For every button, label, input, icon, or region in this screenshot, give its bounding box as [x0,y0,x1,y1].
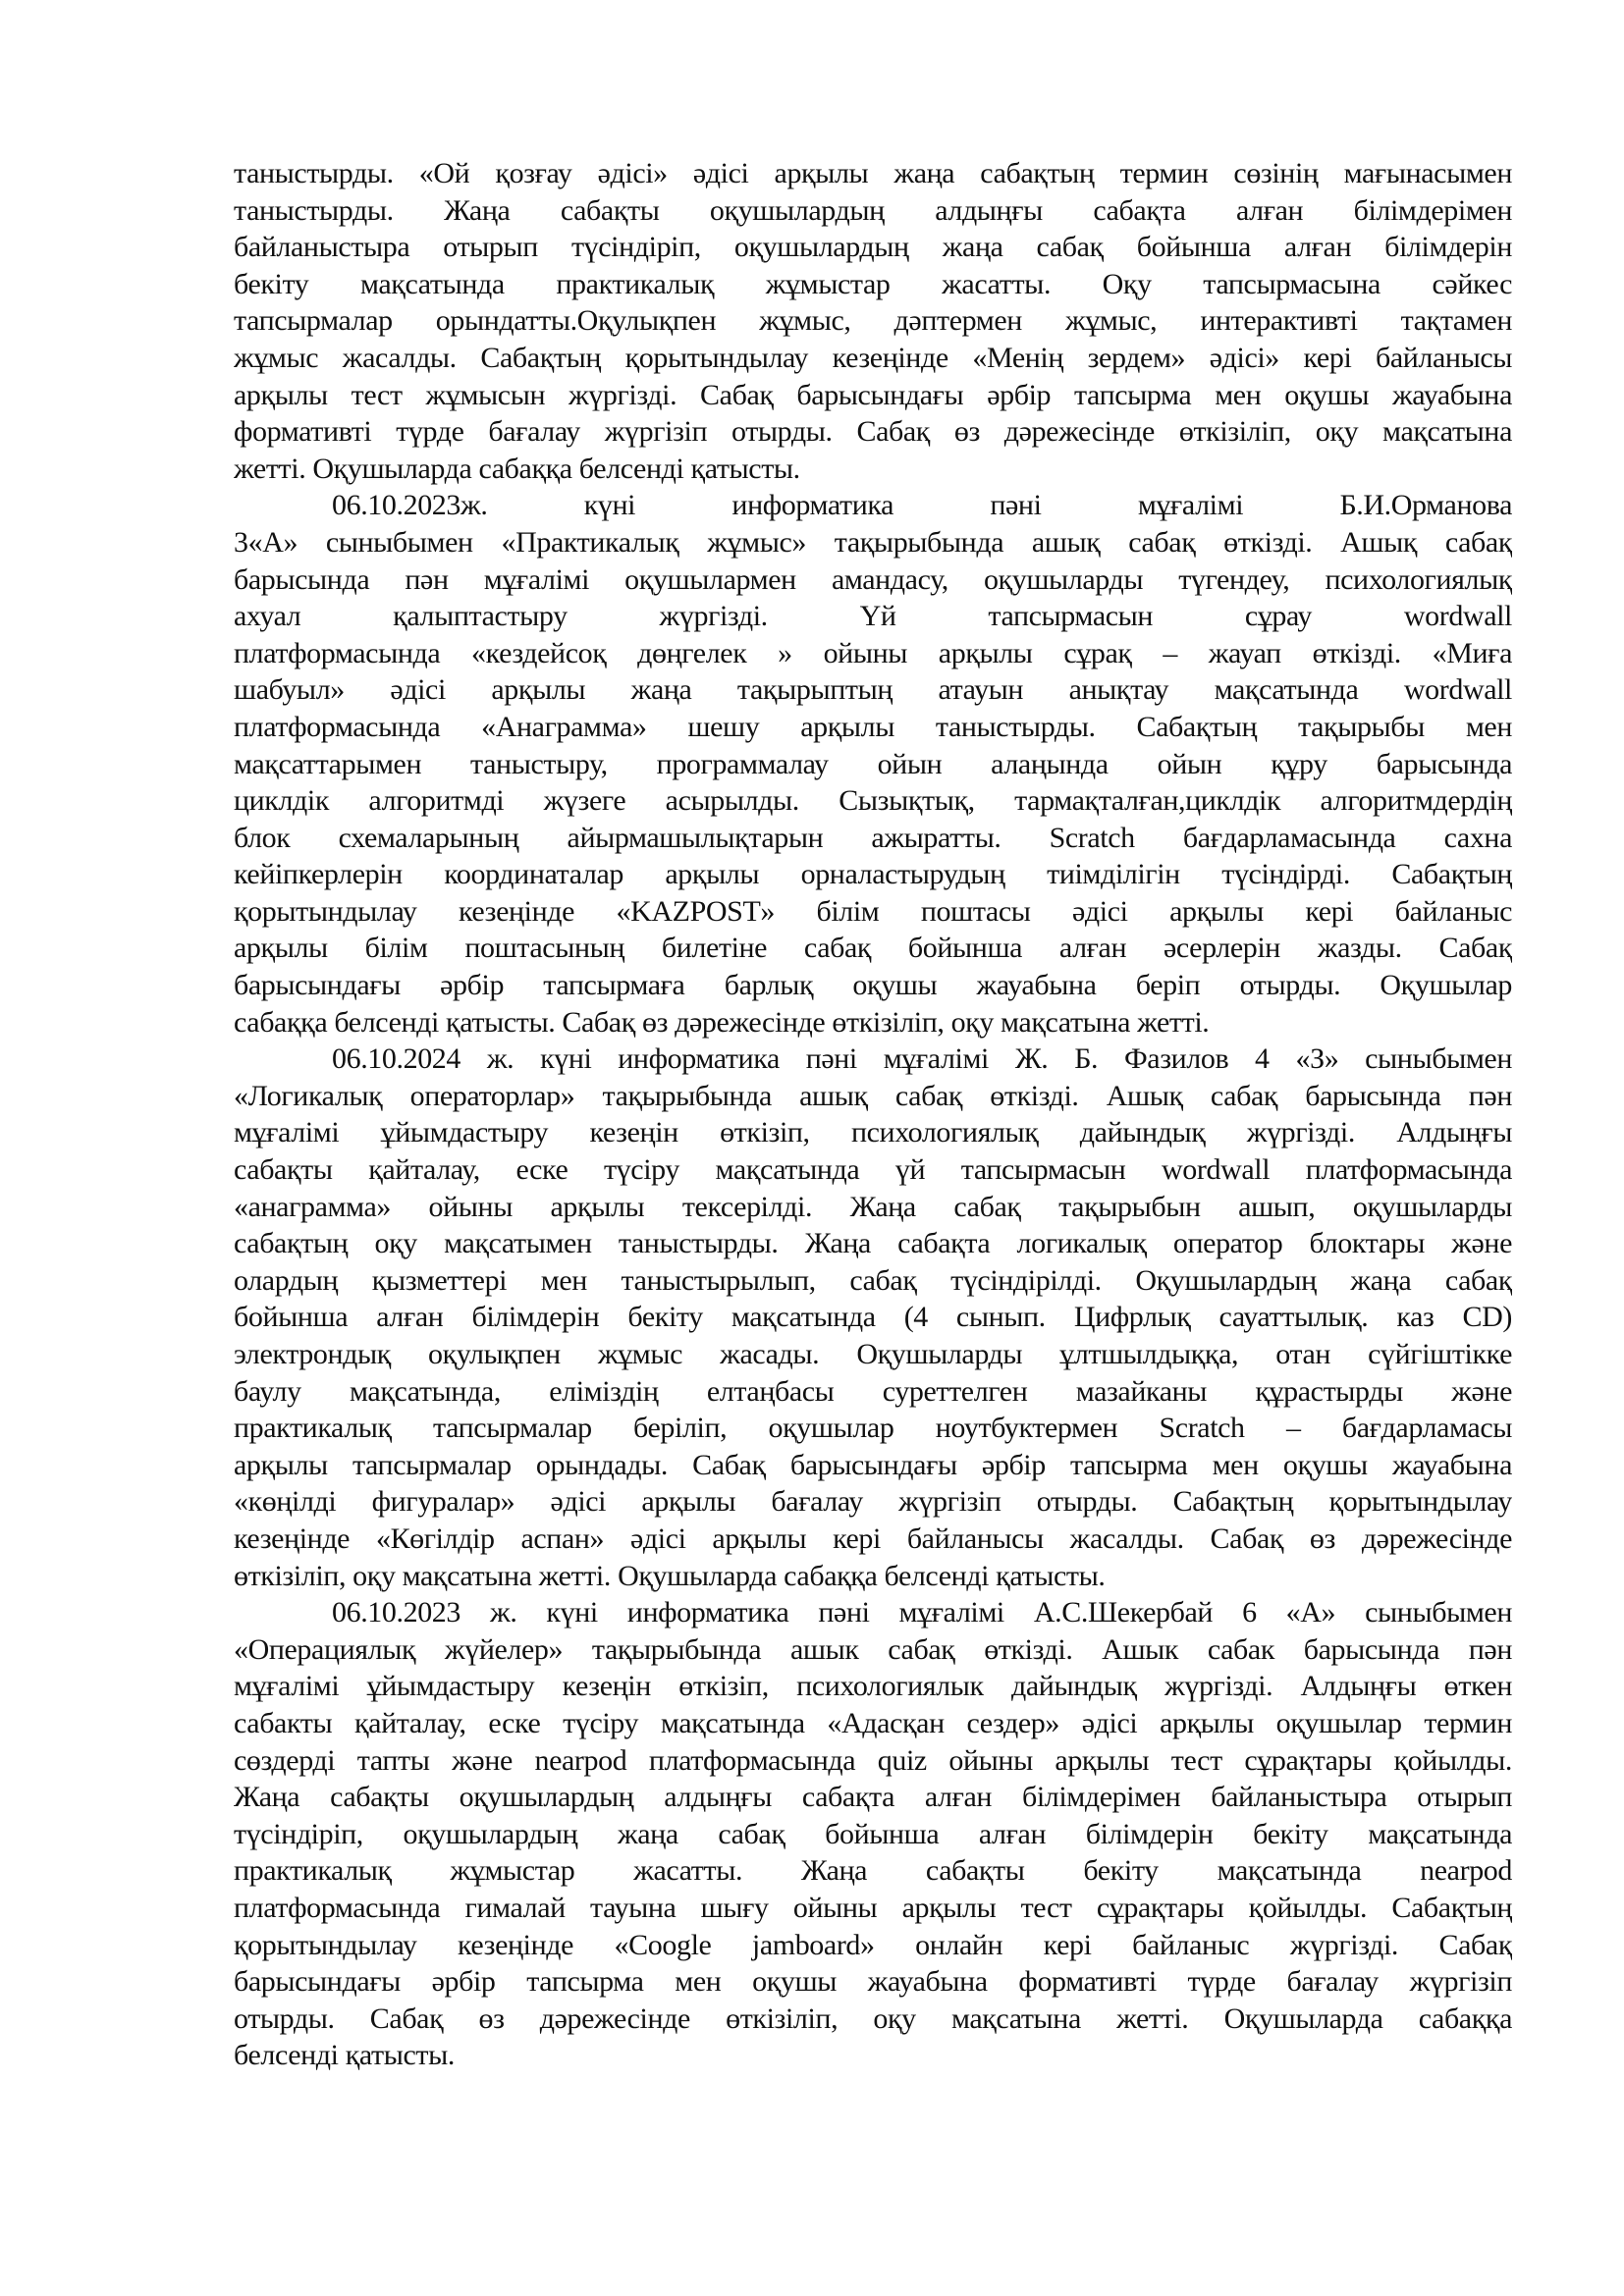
text-line: «көңілді фигуралар» әдісі арқылы бағалау жүргізіп отырды. Сабақтың қорытындылау [234,1485,1512,1519]
text-line: мұғалімі ұйымдастыру кезеңін өткізіп, психологиялык дайындық жүргізді. Алдыңғы өткен [234,1670,1512,1703]
text-line: баулу мақсатында, елімiздің елтаңбасы суреттелген мазайканы құрастырды және [234,1374,1512,1408]
text-line: практикалық жұмыстар жасатты. Жаңа сабақты бекіту мақсатында nearpod [234,1854,1512,1888]
text-line: өткізіліп, оқу мақсатына жетті. Оқушыларда сабаққа белсенді қатысты. [234,1559,1106,1592]
text-line: белсенді қатысты. [234,2039,455,2072]
text-line: 06.10.2024 ж. күні информатика пәні мұғалімі Ж. Б. Фазилов 4 «З» сыныбымен [332,1042,1512,1076]
text-line: бекіту мақсатында практикалық жұмыстар жасатты. Оқу тапсырмасына сәйкес [234,267,1512,300]
text-line: байланыстыра отырып түсіндіріп, оқушылардың жаңа сабақ бойынша алған білімдерін [234,231,1512,264]
text-line: блок схемаларының айырмашылықтарын ажыратты. Scratch бағдарламасында сахна [234,821,1512,854]
text-line: формативті түрде бағалау жүргізіп отырды. Сабақ өз дәрежесінде өткізіліп, оқу мақсатына [234,415,1512,449]
text-line: барысында пән мұғалімі оқушылармен амандасу, оқушыларды түгендеу, психологиялық [234,562,1512,596]
paragraph [234,1594,1512,2074]
paragraph [234,1041,1512,1594]
text-line: барысындағы әрбір тапсырмаға барлық оқушы жауабына беріп отырды. Оқушылар [234,969,1512,1002]
text-line: кейіпкерлерін координаталар арқылы орналастырудың тиімділігін түсіндірді. Сабақтың [234,858,1512,891]
text-line: арқылы тапсырмалар орындады. Сабақ барысындағы әрбір тапсырма мен оқушы жауабына [234,1448,1512,1481]
text-line: мұғалімі ұйымдастыру кезеңін өткізіп, психологиялық дайындық жүргізді. Алдыңғы [234,1116,1512,1149]
text-line: циклдік алгоритмді жүзеге асырылды. Сызықтық, тармақталған,циклдік алгоритмдердің [234,784,1512,818]
text-line: сабақты қайталау, еске түсіру мақсатында үй тапсырмасын wordwall платформасында [234,1153,1512,1187]
text-line: сөздерді тапты және nearpod платформасында quiz ойыны арқылы тест сұрақтары қойылды. [234,1743,1512,1777]
text-line: арқылы тест жұмысын жүргізді. Сабақ барысындағы әрбір тапсырма мен оқушы жауабына [234,378,1512,411]
text-line: мақсаттарымен таныстыру, программалау ойын алаңында ойын құру барысында [234,747,1512,780]
text-line: түсіндіріп, оқушылардың жаңа сабақ бойынша алған білімдерін бекіту мақсатында [234,1817,1512,1850]
text-line: 06.10.2023ж. күні информатика пәні мұғалімі Б.И.Орманова [332,489,1512,522]
text-line: 3«А» сыныбымен «Практикалық жұмыс» тақырыбында ашық сабақ өткізді. Ашық сабақ [234,525,1512,559]
text-line: Жаңа сабақты оқушылардың алдыңғы сабақта алған білімдерімен байланыстыра отырып [234,1781,1512,1814]
text-line: жұмыс жасалды. Сабақтың қорытындылау кезеңінде «Менің зердем» әдісі» кері байланысы [234,341,1512,374]
paragraph [234,155,1512,487]
text-line: отырды. Сабақ өз дәрежесінде өткізіліп, оқу мақсатына жетті. Оқушыларда сабаққа [234,2002,1512,2035]
text-line: олардың қызметтері мен таныстырылып, сабақ түсіндірілді. Оқушылардың жаңа сабақ [234,1263,1512,1297]
text-line: электрондық оқулықпен жұмыс жасады. Оқушыларды ұлтшылдыққа, отан сүйгіштікке [234,1338,1512,1370]
text-line: 06.10.2023 ж. күні информатика пәні мұғалімі А.С.Шекербай 6 «А» сыныбымен [332,1596,1512,1629]
text-line: қорытындылау кезеңінде «KAZPOST» білім поштасы әдісі арқылы кері байланыс [234,894,1512,928]
text-line: барысындағы әрбір тапсырма мен оқушы жауабына формативті түрде бағалау жүргізіп [234,1965,1512,1999]
text-line: арқылы білім поштасының билетіне сабақ бойынша алған әсерлерін жазды. Сабақ [234,932,1512,965]
text-line: платформасында гималай тауына шығу ойыны арқылы тест сұрақтары қойылды. Сабақтың [234,1891,1512,1924]
text-line: таныстырды. «Ой қозғау әдісі» әдісі арқылы жаңа сабақтың термин сөзінің мағынасымен [234,157,1512,189]
paragraph [234,487,1512,1041]
text-line: тапсырмалар орындатты.Оқулықпен жұмыс, дәптермен жұмыс, интерактивті тақтамен [234,304,1512,338]
text-line: платформасында «Анаграмма» шешу арқылы таныстырды. Сабақтың тақырыбы мен [234,710,1512,743]
text-line: бойынша алған білімдерін бекіту мақсатында (4 сынып. Цифрлық сауаттылық. каз CD) [234,1301,1512,1334]
text-line: ахуал қалыптастыру жүргізді. Үй тапсырмасын сұрау wordwall [234,600,1512,633]
text-line: таныстырды. Жаңа сабақты оқушылардың алдыңғы сабақта алған білімдерімен [234,193,1512,227]
text-line: «Операциялық жүйелер» тақырыбында ашык сабақ өткізді. Ашык сабак барысында пән [234,1632,1512,1666]
text-line: «Логикалық операторлар» тақырыбында ашық сабақ өткізді. Ашық сабақ барысында пән [234,1079,1512,1112]
text-line: шабуыл» әдісі арқылы жаңа тақырыптың атауын анықтау мақсатында wordwall [234,673,1512,707]
text-line: платформасында «кездейсоқ дөңгелек » ойыны арқылы сұрақ – жауап өткізді. «Миға [234,636,1512,669]
text-line: қорытындылау кезеңінде «Coogle jamboard» онлайн кері байланыс жүргізді. Сабақ [234,1928,1512,1961]
text-line: сабаққа белсенді қатысты. Сабақ өз дәрежесінде өткізіліп, оқу мақсатына жетті. [234,1005,1210,1039]
document-body [234,155,1512,2074]
text-line: практикалық тапсырмалар беріліп, оқушылар ноутбуктермен Scratch – бағдарламасы [234,1412,1512,1445]
text-line: сабақтың оқу мақсатымен таныстырды. Жаңа сабақта логикалық оператор блоктары және [234,1227,1512,1260]
text-line: сабакты қайталау, еске түсіру мақсатында «Адасқан сездер» әдісі арқылы оқушылар термин [234,1706,1512,1739]
text-line: кезеңінде «Көгілдір аспан» әдісі арқылы кері байланысы жасалды. Сабақ өз дәрежесінде [234,1522,1512,1555]
text-line: жетті. Оқушыларда сабаққа белсенді қатысты. [234,452,800,485]
text-line: «анаграмма» ойыны арқылы тексерілді. Жаңа сабақ тақырыбын ашып, оқушыларды [234,1190,1512,1223]
